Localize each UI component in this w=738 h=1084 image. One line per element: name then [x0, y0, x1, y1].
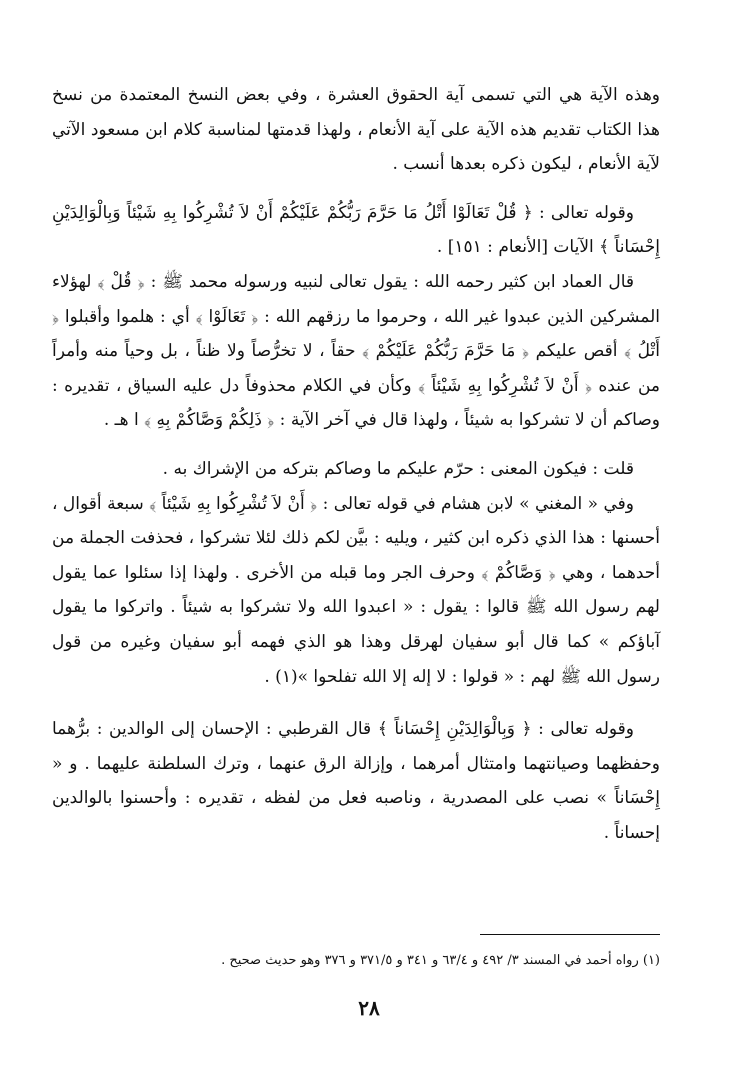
paragraph-mughni: وفي « المغني » لابن هشام في قوله تعالى : ﴿ أَنْ لاَ تُشْرِكُوا بِهِ شَيْئاً ﴾ سبعة أقوال ، أحسنها : هذا الذي ذكره ابن كثير ، ويليه : بيَّن لكم ذلك لئلا تشركوا ، فحذفت الجملة من أحدهما ، وهي ﴿ وَصَّاكُمْ ﴾ وحرف الجر وما قبله من الأخرى . ولهذا إذا سئلوا عما يقول لهم رسول الله ﷺ قالوا : يقول : « اعبدوا الله ولا تشركوا به شيئاً . واتركوا ما يقول آباؤكم » كما قال أبو سفيان لهرقل وهذا هو الذي فهمه أبو سفيان وغيره من قول رسول الله ﷺ لهم : « قولوا : لا إله إلا الله تفلحوا »(١) . [52, 493, 660, 687]
paragraph-qurtubi: وقوله تعالى : ﴿ وَبِالْوَالِدَيْنِ إِحْسَاناً ﴾ قال القرطبي : الإحسان إلى الوالدين : برُّهما وحفظهما وصيانتهما وامتثال أمرهما ، وإزالة الرق عنهما ، وترك السلطنة عليهما . و « إِحْسَاناً » نصب على المصدرية ، وناصبه فعل من لفظه ، تقديره : وأحسنوا بالوالدين إحساناً . [52, 719, 660, 843]
paragraph-meaning: قلت : فيكون المعنى : حرّم عليكم ما وصاكم بتركه من الإشراك به . [162, 458, 634, 479]
paragraph-ibn-kathir: قال العماد ابن كثير رحمه الله : يقول تعالى لنبيه ورسوله محمد ﷺ : ﴿ قُلْ ﴾ لهؤلاء المشركين الذين عبدوا غير الله ، وحرموا ما رزقهم الله : ﴿ تَعَالَوْا ﴾ أي : هلموا وأقبلوا ﴿ أَتْلُ ﴾ أقص عليكم ﴿ مَا حَرَّمَ رَبُّكُمْ عَلَيْكُمْ ﴾ حقاً ، لا تخرُّصاً ولا ظناً ، بل وحياً منه وأمراً من عنده ﴿ أَنْ لاَ تُشْرِكُوا بِهِ شَيْئاً ﴾ وكأن في الكلام محذوفاً دل عليه السياق ، تقديره : وصاكم أن لا تشركوا به شيئاً ، ولهذا قال في آخر الآية : ﴿ ذَلِكُمْ وَصَّاكُمْ بِهِ ﴾ ا هـ . [52, 271, 660, 431]
paragraph-anam-verse: وقوله تعالى : ﴿ قُلْ تَعَالَوْا أَتْلُ مَا حَرَّمَ رَبُّكُمْ عَلَيْكُمْ أَنْ لاَ تُشْرِكُوا بِهِ شَيْئاً وَبِالْوَالِدَيْنِ إِحْسَاناً ﴾ الآيات [الأنعام : ١٥١] . [52, 202, 660, 258]
main-text [52, 78, 660, 850]
footnote: (١) رواه أحمد في المسند ٣/ ٤٩٢ و ٦٣/٤ و ٣٤١ و ٣٧١/٥ و ٣٧٦ وهو حديث صحيح . [221, 953, 660, 968]
page-number: ٢٨ [358, 996, 380, 1020]
footnote-divider [480, 934, 660, 935]
paragraph-hadith-intro: وهذه الآية هي التي تسمى آية الحقوق العشرة ، وفي بعض النسخ المعتمدة من نسخ هذا الكتاب تقديم هذه الآية على آية الأنعام ، ولهذا قدمتها لمناسبة كلام ابن مسعود الآتي لآية الأنعام ، ليكون ذكره بعدها أنسب . [52, 85, 660, 175]
